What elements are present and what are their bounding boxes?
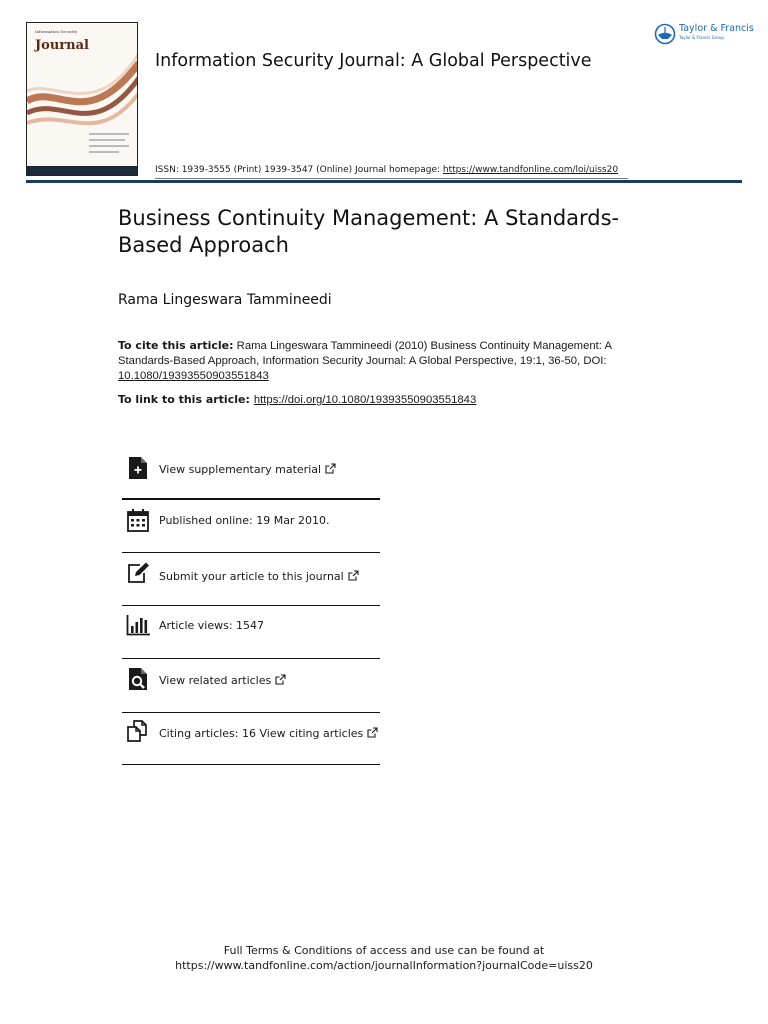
link-label: To link to this article:: [118, 393, 250, 406]
article-views-row: [122, 612, 380, 642]
calendar-icon: [126, 508, 150, 532]
publisher-logo[interactable]: [654, 22, 754, 48]
citation-block: [118, 338, 658, 384]
edit-icon: [126, 561, 150, 585]
submit-article-label: Submit your article to this journal: [159, 570, 344, 583]
published-online-label: Published online: 19 Mar 2010.: [159, 514, 330, 527]
metrics-divider: [122, 658, 380, 659]
metrics-divider: [122, 552, 380, 553]
related-articles-row[interactable]: [122, 665, 380, 695]
external-link-icon: [367, 727, 378, 738]
article-link-line: [118, 393, 476, 406]
header-divider: [26, 180, 742, 183]
supplementary-row[interactable]: [122, 454, 380, 484]
article-views-label: Article views: 1547: [159, 619, 265, 632]
issn-line: [155, 165, 618, 175]
supplementary-icon: [126, 456, 150, 480]
publisher-name: Taylor & Francis: [679, 23, 754, 34]
external-link-icon: [275, 674, 286, 685]
publisher-group: Taylor & Francis Group: [679, 35, 724, 40]
cover-title: Journal: [35, 38, 89, 53]
article-doi-url-link[interactable]: https://doi.org/10.1080/19393550903551843: [253, 394, 477, 406]
issn-text: ISSN: 1939-3555 (Print) 1939-3547 (Online) Journal homepage:: [155, 165, 443, 175]
metrics-divider: [122, 605, 380, 606]
bar-chart-icon: [126, 613, 150, 637]
cover-footer-strip: [27, 166, 137, 175]
journal-cover-image: [26, 22, 138, 176]
cite-label: To cite this article:: [118, 339, 234, 352]
terms-text: Full Terms & Conditions of access and use can be found at: [223, 944, 545, 957]
metrics-divider: [122, 498, 380, 500]
doi-link[interactable]: 10.1080/19393550903551843: [118, 370, 269, 382]
related-search-icon: [126, 667, 150, 691]
journal-homepage-link[interactable]: https://www.tandfonline.com/loi/uiss20: [442, 165, 619, 175]
cover-small-text: Information Security: [35, 29, 78, 34]
published-online-row: [122, 506, 380, 536]
metrics-divider: [122, 764, 380, 765]
issn-underline: [155, 178, 628, 179]
supplementary-label: View supplementary material: [159, 463, 322, 476]
metrics-divider: [122, 712, 380, 713]
citing-icon: [126, 719, 150, 743]
related-articles-label: View related articles: [159, 674, 272, 687]
journal-information-link[interactable]: https://www.tandfonline.com/action/journalInformation?journalCode=uiss20: [175, 959, 593, 972]
article-author: Rama Lingeswara Tammineedi: [118, 292, 332, 308]
external-link-icon: [325, 463, 336, 474]
submit-article-row[interactable]: [122, 560, 380, 590]
citing-articles-row[interactable]: [122, 718, 380, 748]
taylor-francis-logo-icon: [654, 23, 676, 45]
cite-text: Rama Lingeswara Tammineedi (2010) Business Continuity Management: A Standards-Based Approach, Information Security Journal: A Global Perspective, 19:1, 36-50, DOI:: [118, 340, 612, 367]
article-title: Business Continuity Management: A Standards-Based Approach: [118, 206, 620, 257]
citing-articles-label: Citing articles: 16 View citing articles: [159, 727, 364, 740]
journal-title: Information Security Journal: A Global Perspective: [155, 51, 592, 71]
external-link-icon: [348, 570, 359, 581]
terms-footer: [0, 943, 768, 973]
